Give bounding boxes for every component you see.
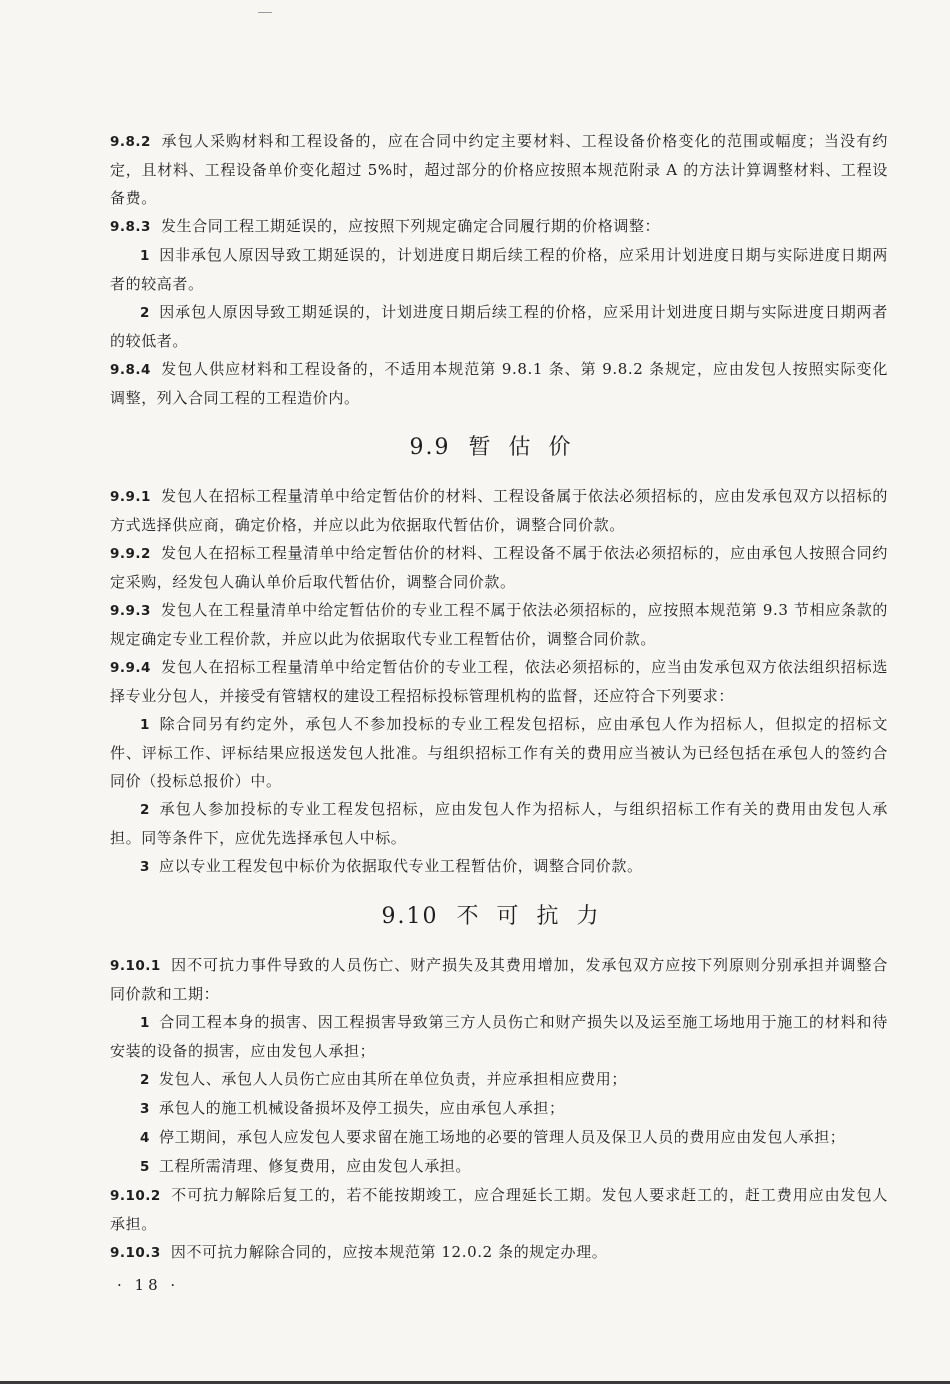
- item-number: 3: [140, 1101, 150, 1117]
- clause-9-10-1: [110, 951, 888, 1008]
- clause-number: 9.8.3: [110, 219, 151, 235]
- section-number: 9.9: [409, 435, 451, 460]
- clause-9-9-2: [110, 539, 888, 596]
- clause-text: 发包人在招标工程量清单中给定暂估价的材料、工程设备属于依法必须招标的，应由发承包双方以招标的方式选择供应商，确定价格，并应以此为依据取代暂估价，调整合同价款。: [110, 487, 888, 534]
- item-text: 因非承包人原因导致工期延误的，计划进度日期后续工程的价格，应采用计划进度日期与实际进度日期两者的较高者。: [110, 246, 888, 293]
- clause-number: 9.10.2: [110, 1188, 161, 1204]
- clause-9-10-1-item-4: [110, 1123, 888, 1152]
- clause-number: 9.9.3: [110, 603, 151, 619]
- clause-9-9-4-item-3: [110, 852, 888, 881]
- section-heading-9-9: [110, 428, 888, 468]
- item-number: 2: [140, 1072, 150, 1088]
- item-number: 2: [140, 802, 150, 818]
- clause-9-8-4: [110, 355, 888, 412]
- clause-9-9-1: [110, 482, 888, 539]
- clause-text: 因不可抗力事件导致的人员伤亡、财产损失及其费用增加，发承包双方应按下列原则分别承担并调整合同价款和工期：: [110, 956, 888, 1003]
- item-number: 3: [140, 859, 150, 875]
- item-number: 5: [140, 1159, 150, 1175]
- clause-9-8-3-item-2: [110, 298, 888, 355]
- clause-9-9-4-item-1: [110, 710, 888, 795]
- clause-9-9-4: [110, 653, 888, 710]
- clause-text: 发包人供应材料和工程设备的，不适用本规范第 9.8.1 条、第 9.8.2 条规定，应由发包人按照实际变化调整，列入合同工程的工程造价内。: [110, 360, 888, 407]
- page-body: [110, 127, 888, 1267]
- clause-9-10-1-item-3: [110, 1094, 888, 1123]
- section-title: 不可抗力: [456, 904, 617, 929]
- clause-9-10-2: [110, 1181, 888, 1238]
- clause-9-9-3: [110, 596, 888, 653]
- clause-text: 发包人在工程量清单中给定暂估价的专业工程不属于依法必须招标的，应按照本规范第 9.3 节相应条款的规定确定专业工程价款，并应以此为依据取代专业工程暂估价，调整合同价款。: [110, 601, 888, 648]
- item-text: 除合同另有约定外，承包人不参加投标的专业工程发包招标，应由承包人作为招标人，但拟定的招标文件、评标工作、评标结果应报送发包人批准。与组织招标工作有关的费用应当被认为已经包括在承包人的签约合同价（投标总报价）中。: [110, 715, 888, 790]
- clause-text: 承包人采购材料和工程设备的，应在合同中约定主要材料、工程设备价格变化的范围或幅度；当没有约定，且材料、工程设备单价变化超过 5%时，超过部分的价格应按照本规范附录 A 的方法计算调整材料、工程设备费。: [110, 132, 888, 207]
- section-title: 暂估价: [468, 435, 589, 460]
- clause-9-8-3-item-1: [110, 241, 888, 298]
- clause-text: 发包人在招标工程量清单中给定暂估价的专业工程，依法必须招标的，应当由发承包双方依法组织招标选择专业分包人，并接受有管辖权的建设工程招标投标管理机构的监督，还应符合下列要求：: [110, 658, 888, 705]
- clause-text: 发生合同工程工期延误的，应按照下列规定确定合同履行期的价格调整：: [160, 217, 661, 235]
- clause-number: 9.8.4: [110, 362, 151, 378]
- clause-9-10-1-item-5: [110, 1152, 888, 1181]
- item-text: 合同工程本身的损害、因工程损害导致第三方人员伤亡和财产损失以及运至施工场地用于施工的材料和待安装的设备的损害，应由发包人承担；: [110, 1013, 888, 1060]
- item-text: 因承包人原因导致工期延误的，计划进度日期后续工程的价格，应采用计划进度日期与实际进度日期两者的较低者。: [110, 303, 888, 350]
- section-number: 9.10: [381, 904, 439, 929]
- clause-9-8-3: [110, 212, 888, 241]
- item-text: 停工期间，承包人应发包人要求留在施工场地的必要的管理人员及保卫人员的费用应由发包人承担；: [159, 1128, 846, 1146]
- item-number: 1: [140, 1015, 150, 1031]
- clause-9-10-1-item-1: [110, 1008, 888, 1065]
- clause-number: 9.8.2: [110, 134, 151, 150]
- clause-text: 发包人在招标工程量清单中给定暂估价的材料、工程设备不属于依法必须招标的，应由承包人按照合同约定采购，经发包人确认单价后取代暂估价，调整合同价款。: [110, 544, 888, 591]
- scan-mark: [258, 12, 272, 13]
- item-text: 应以专业工程发包中标价为依据取代专业工程暂估价，调整合同价款。: [159, 857, 643, 875]
- clause-number: 9.9.1: [110, 489, 151, 505]
- clause-number: 9.10.1: [110, 958, 161, 974]
- item-text: 工程所需清理、修复费用，应由发包人承担。: [159, 1157, 472, 1175]
- item-number: 4: [140, 1130, 150, 1146]
- item-number: 1: [140, 717, 150, 733]
- clause-number: 9.9.2: [110, 546, 151, 562]
- item-number: 1: [140, 248, 150, 264]
- section-heading-9-10: [110, 897, 888, 937]
- clause-9-10-3: [110, 1238, 888, 1267]
- page-number: · 18 ·: [117, 1276, 180, 1294]
- clause-9-9-4-item-2: [110, 795, 888, 852]
- clause-text: 不可抗力解除后复工的，若不能按期竣工，应合理延长工期。发包人要求赶工的，赶工费用应由发包人承担。: [110, 1186, 888, 1233]
- item-text: 发包人、承包人人员伤亡应由其所在单位负责，并应承担相应费用；: [159, 1070, 628, 1088]
- item-text: 承包人参加投标的专业工程发包招标，应由发包人作为招标人，与组织招标工作有关的费用由发包人承担。同等条件下，应优先选择承包人中标。: [110, 800, 888, 847]
- item-number: 2: [140, 305, 150, 321]
- clause-9-10-1-item-2: [110, 1065, 888, 1094]
- clause-number: 9.9.4: [110, 660, 151, 676]
- clause-number: 9.10.3: [110, 1245, 161, 1261]
- clause-9-8-2: [110, 127, 888, 212]
- item-text: 承包人的施工机械设备损坏及停工损失，应由承包人承担；: [159, 1099, 565, 1117]
- clause-text: 因不可抗力解除合同的，应按本规范第 12.0.2 条的规定办理。: [170, 1243, 608, 1261]
